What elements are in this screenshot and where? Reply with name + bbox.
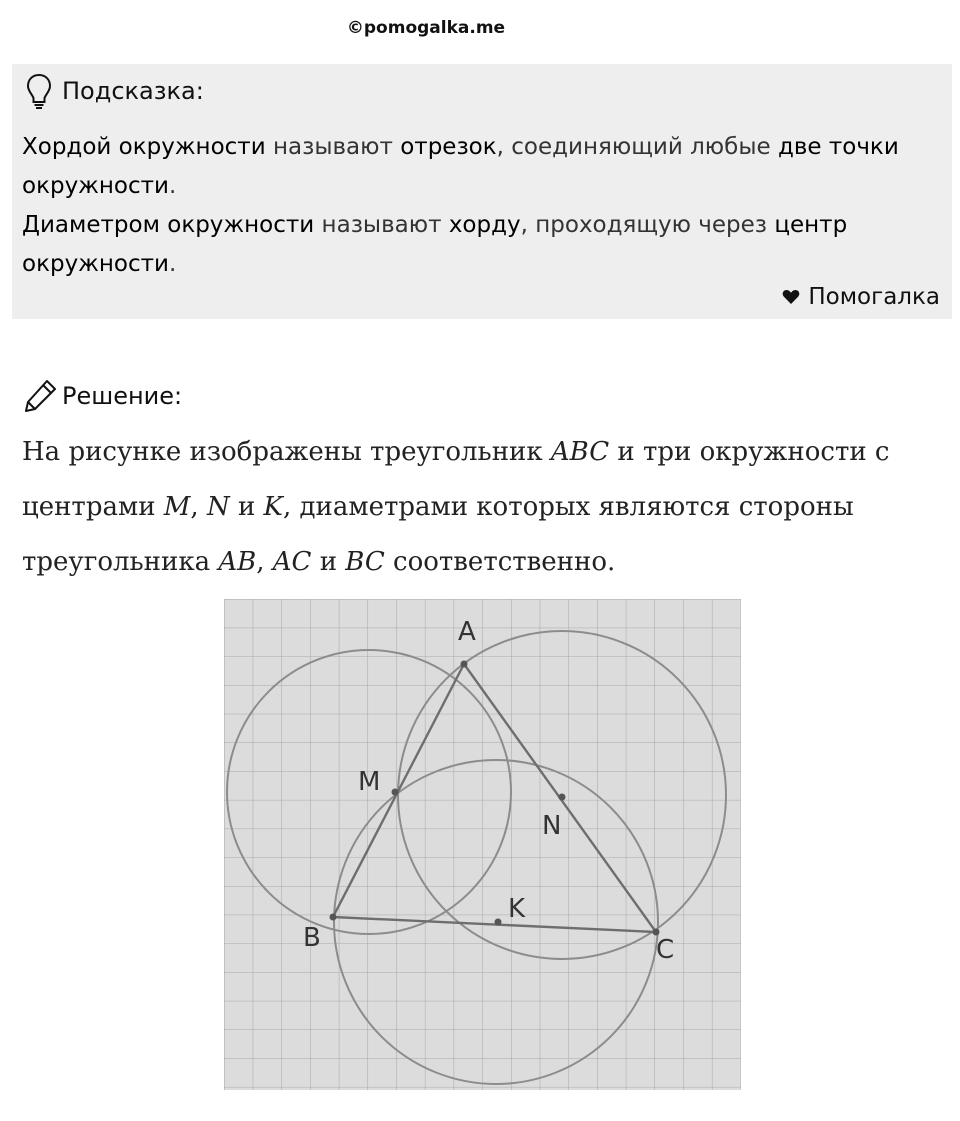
solution-text-part: и три окружности с центрами <box>22 437 890 522</box>
hint-title <box>26 74 204 108</box>
term-chord-2: хорду <box>448 212 521 238</box>
side-ac: AC <box>272 547 312 577</box>
term-chord: Хордой окружности <box>22 134 266 160</box>
point-a <box>461 661 468 668</box>
hint-paragraph-1 <box>22 128 922 206</box>
center-k: K <box>263 492 283 522</box>
hint-text <box>22 128 922 284</box>
triangle-name: ABC <box>550 437 610 467</box>
hint-p1-text: называют <box>265 134 401 160</box>
label-a: A <box>458 617 476 647</box>
term-center: центр окружности <box>22 212 848 277</box>
point-b <box>330 914 337 921</box>
geometry-figure <box>224 599 741 1090</box>
point-n <box>559 794 566 801</box>
hint-p2-text: , проходящую через <box>520 212 775 238</box>
pencil-icon <box>22 378 58 414</box>
hint-paragraph-2 <box>22 206 922 284</box>
hint-source-text: Помогалка <box>808 284 940 310</box>
term-segment: отрезок <box>400 134 497 160</box>
hint-p2-text: называют <box>314 212 449 238</box>
label-c: C <box>656 935 675 965</box>
label-m: M <box>358 767 381 797</box>
separator: и <box>311 547 346 577</box>
grid-lines <box>224 599 741 1090</box>
term-two-points: две точки окружности <box>22 134 899 199</box>
separator: , <box>190 492 207 522</box>
hint-p1-text: . <box>169 173 177 199</box>
watermark: ©pomogalka.me <box>346 18 506 38</box>
separator: и <box>229 492 264 522</box>
solution-text-part: На рисунке изображены треугольник <box>22 437 551 467</box>
side-ab: AB <box>218 547 257 577</box>
hint-source <box>782 284 940 310</box>
solution-title-text: Решение: <box>62 382 183 410</box>
hint-p1-text: , соединяющий любые <box>496 134 778 160</box>
solution-text <box>22 425 922 590</box>
label-k: K <box>508 894 526 924</box>
solution-title <box>22 378 182 414</box>
separator: , <box>256 547 273 577</box>
hint-p2-text: . <box>169 251 177 277</box>
heart-icon <box>782 289 800 305</box>
solution-text-part: соответственно. <box>384 547 616 577</box>
center-m: M <box>163 492 191 522</box>
figure-drawing <box>224 599 741 1090</box>
label-b: B <box>303 923 321 953</box>
solution-text-part: , диаметрами которых являются стороны треугольника <box>22 492 854 577</box>
point-k <box>495 919 502 926</box>
side-bc: BC <box>345 547 385 577</box>
center-n: N <box>206 492 230 522</box>
label-n: N <box>542 811 562 841</box>
hint-title-text: Подсказка: <box>62 77 204 105</box>
term-diameter: Диаметром окружности <box>22 212 315 238</box>
point-m <box>392 789 399 796</box>
hint-box <box>12 64 952 319</box>
lightbulb-icon <box>26 73 52 109</box>
